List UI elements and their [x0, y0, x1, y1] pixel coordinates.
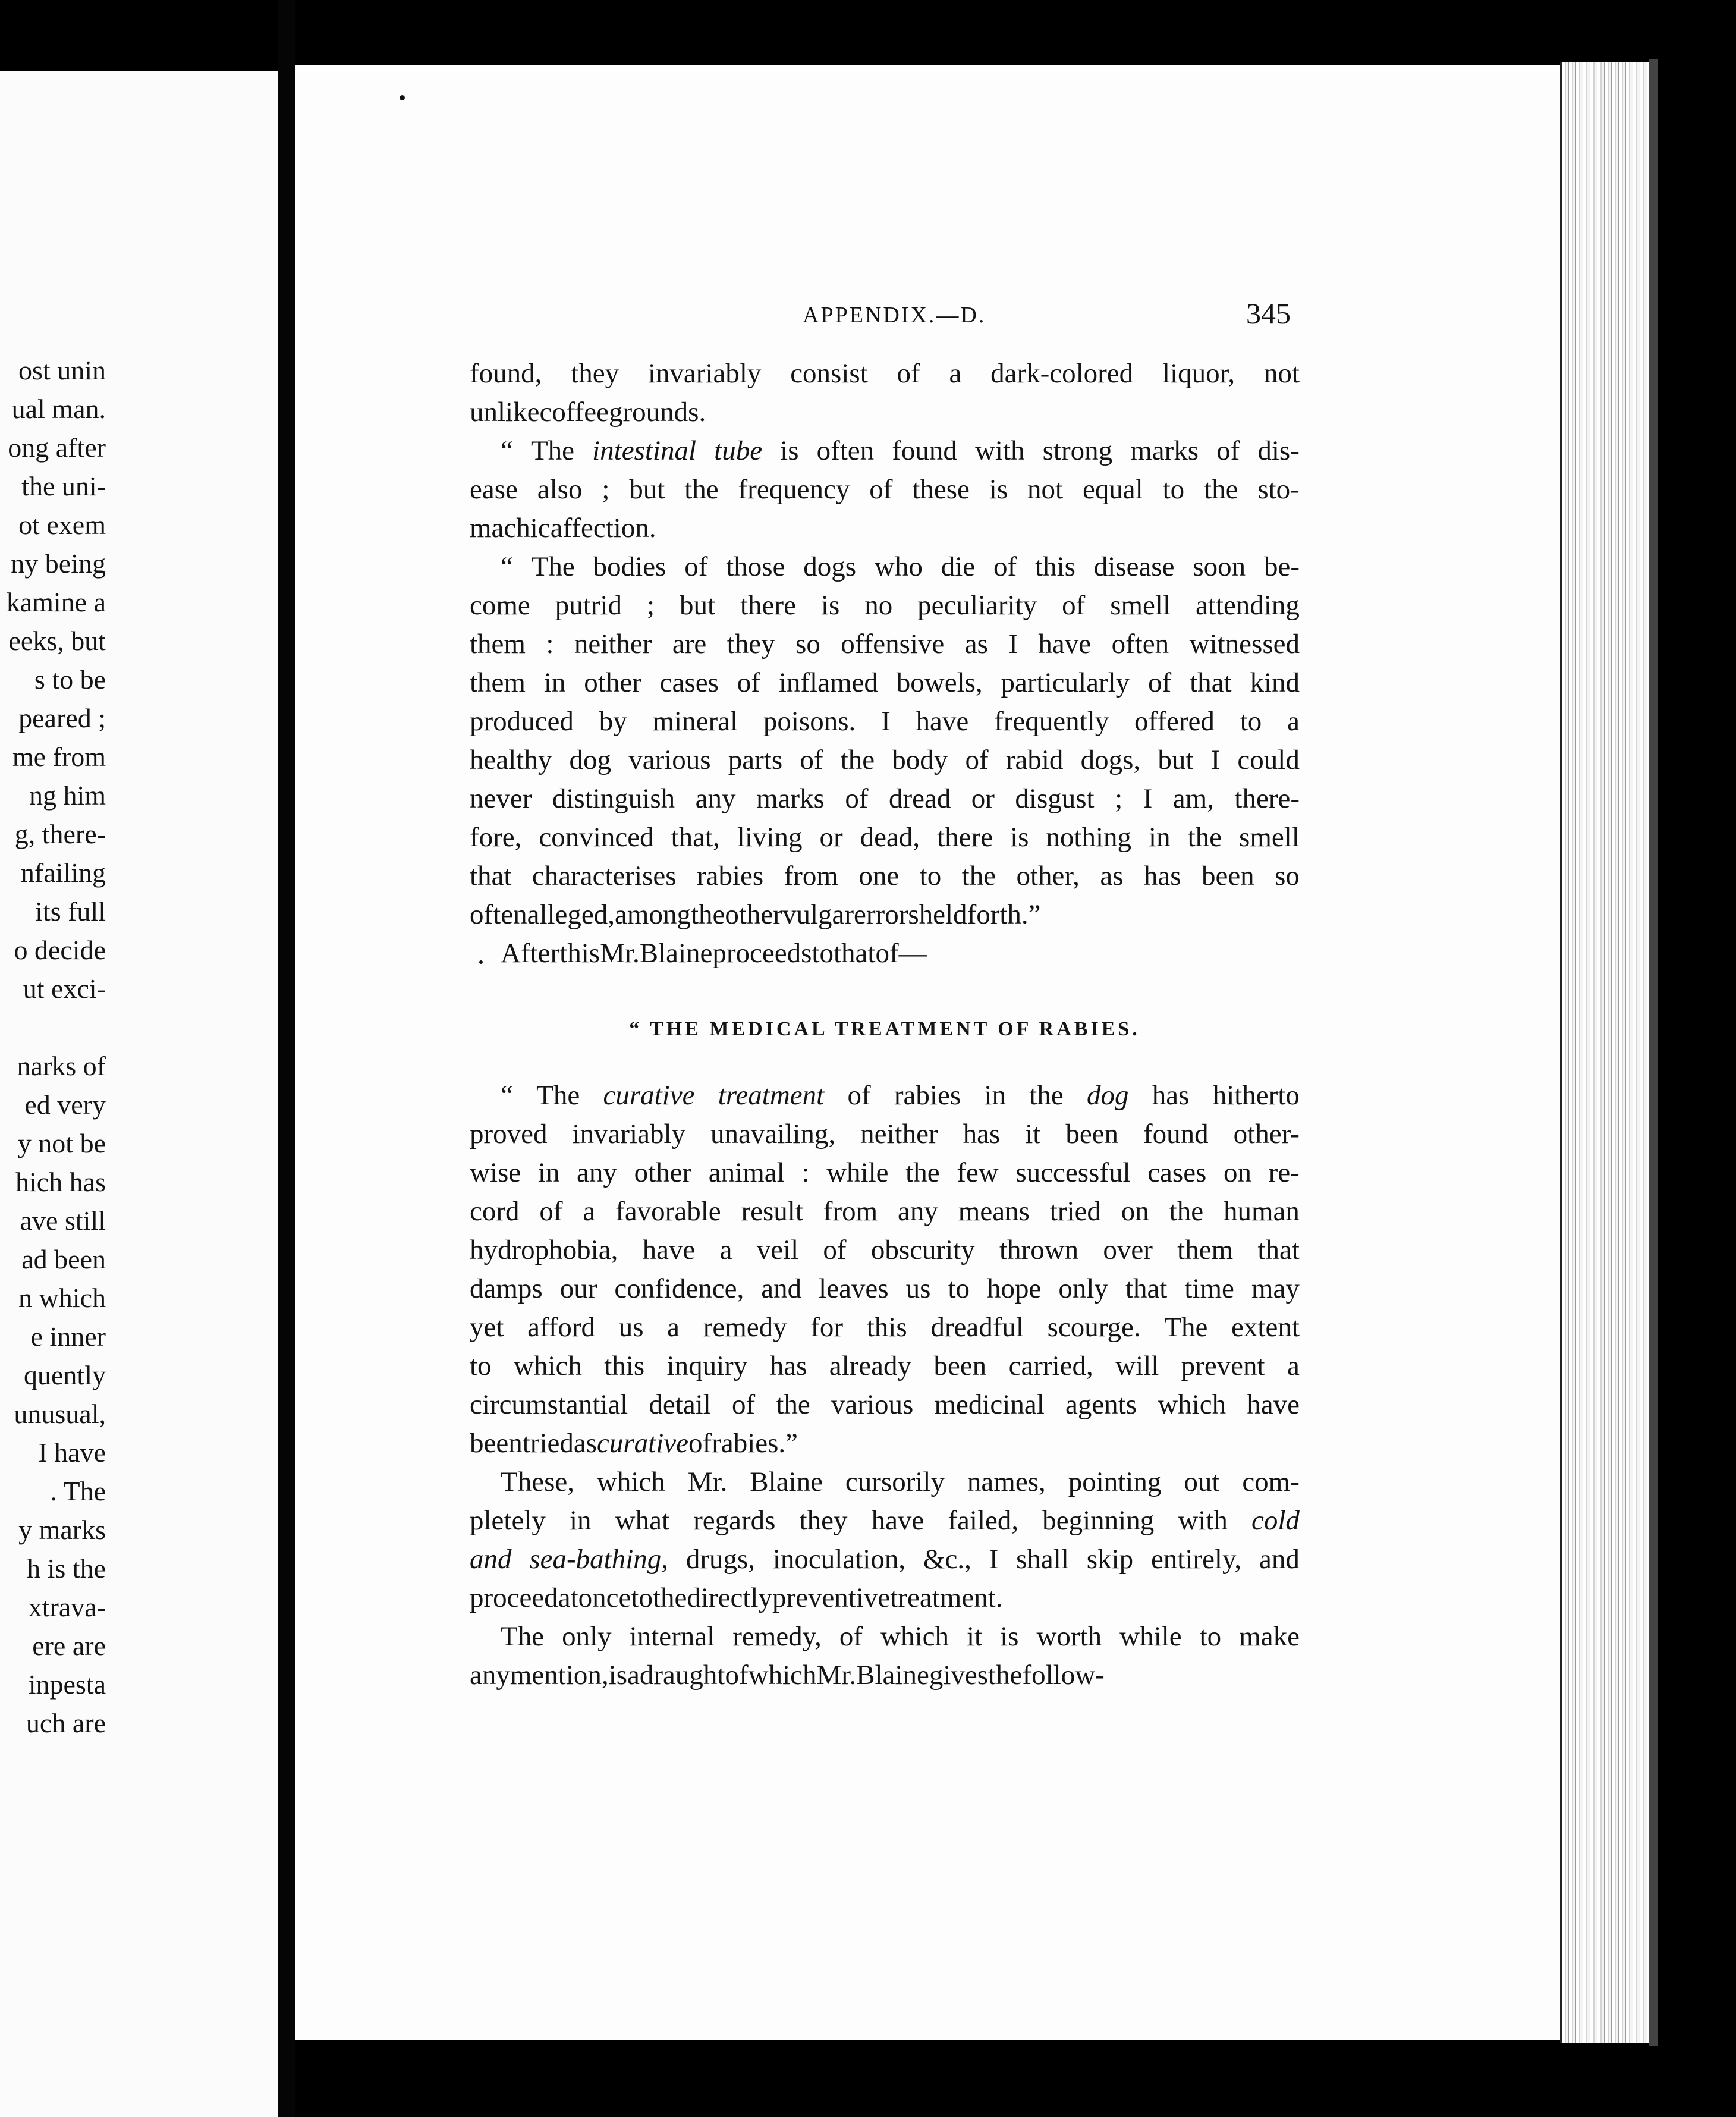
- left-page-line: narks of: [17, 1051, 106, 1081]
- page-edge-shadow: [1649, 59, 1658, 2046]
- text-line: pletely in what regards they have failed, beginning with cold: [470, 1505, 1300, 1536]
- paragraph: [470, 1463, 1300, 1617]
- left-page-line: eeks, but: [8, 626, 106, 656]
- text-line: hydrophobia, have a veil of obscurity thrown over them that: [470, 1235, 1300, 1265]
- text-line: them : neither are they so offensive as I have often witnessed: [470, 629, 1300, 659]
- text-line: unlike coffee grounds.: [470, 397, 706, 428]
- text-line: often alleged, among the other vulgar errors held forth.”: [470, 899, 1041, 930]
- text-line: to which this inquiry has already been carried, will prevent a: [470, 1350, 1300, 1381]
- text-line: been tried as curative of rabies.”: [470, 1428, 798, 1459]
- running-head: APPENDIX.—D.: [803, 303, 986, 328]
- left-page-line: ual man.: [11, 394, 106, 424]
- left-page-line: ng him: [29, 780, 106, 811]
- left-page-line: inpesta: [28, 1669, 106, 1700]
- paragraph: [470, 432, 1300, 548]
- text-line: “ The curative treatment of rabies in the dog has hitherto: [501, 1080, 1300, 1111]
- left-page-line: y not be: [17, 1128, 106, 1158]
- left-page: [0, 71, 278, 2117]
- left-page-line: ave still: [20, 1205, 106, 1236]
- left-page-line: ong after: [8, 432, 106, 463]
- paragraph: [470, 1617, 1300, 1695]
- left-page-line: ad been: [21, 1244, 106, 1274]
- text-line: circumstantial detail of the various medicinal agents which have: [470, 1389, 1300, 1420]
- paragraphs-after-heading: [470, 1076, 1300, 1695]
- left-page-line: ot exem: [18, 510, 106, 540]
- text-line: “ The bodies of those dogs who die of this disease soon be-: [501, 551, 1300, 582]
- text-line: and sea-bathing, drugs, inoculation, &c., I shall skip entirely, and: [470, 1544, 1300, 1575]
- text-line: them in other cases of inflamed bowels, particularly of that kind: [470, 667, 1300, 698]
- text-line: that characterises rabies from one to the other, as has been so: [470, 860, 1300, 891]
- left-page-line: [0, 1008, 106, 1047]
- left-page-line: I have: [38, 1437, 106, 1468]
- paragraphs-before-heading: [470, 354, 1300, 973]
- left-page-line: o decide: [14, 935, 106, 965]
- section-heading: “ THE MEDICAL TREATMENT OF RABIES.: [629, 1018, 1140, 1040]
- left-page-line: ere are: [32, 1631, 106, 1661]
- left-page-line: quently: [24, 1360, 106, 1390]
- text-line: damps our confidence, and leaves us to hope only that time may: [470, 1273, 1300, 1304]
- left-page-line: its full: [35, 896, 106, 926]
- left-page-line: ost unin: [18, 355, 106, 385]
- left-page-line: nfailing: [20, 858, 106, 888]
- text-line: come putrid ; but there is no peculiarity of smell attending: [470, 590, 1300, 621]
- text-line: never distinguish any marks of dread or disgust ; I am, there-: [470, 783, 1300, 814]
- paragraph: [470, 1076, 1300, 1463]
- body-text: [470, 354, 1300, 1695]
- text-line: fore, convinced that, living or dead, there is nothing in the smell: [470, 822, 1300, 853]
- text-line: “ The intestinal tube is often found with strong marks of dis-: [501, 435, 1300, 466]
- paragraph: [470, 548, 1300, 934]
- text-line: any mention, is a draught of which Mr. Blaine gives the follow-: [470, 1660, 1105, 1691]
- text-line: proceed at once to the directly preventive treatment.: [470, 1582, 1003, 1613]
- left-page-line: the uni-: [21, 471, 106, 501]
- left-page-line: ny being: [11, 548, 106, 579]
- paragraph: [470, 354, 1300, 432]
- text-line: yet afford us a remedy for this dreadful scourge. The extent: [470, 1312, 1300, 1343]
- page-edges: [1560, 62, 1651, 2043]
- left-page-line: y marks: [18, 1515, 106, 1545]
- book-gutter: [278, 0, 295, 2117]
- page-number: 345: [1246, 297, 1291, 330]
- text-line: These, which Mr. Blaine cursorily names, pointing out com-: [501, 1466, 1300, 1497]
- left-page-line: unusual,: [14, 1399, 106, 1429]
- left-page-line: hich has: [15, 1167, 106, 1197]
- text-line: ease also ; but the frequency of these is not equal to the sto-: [470, 474, 1300, 505]
- left-page-text: [0, 351, 106, 1742]
- left-page-line: ut exci-: [23, 973, 106, 1004]
- left-page-line: . The: [50, 1476, 106, 1506]
- text-line: machic affection.: [470, 513, 656, 544]
- left-page-line: n which: [18, 1283, 106, 1313]
- text-line: produced by mineral poisons. I have frequently offered to a: [470, 706, 1300, 737]
- text-line: cord of a favorable result from any means tried on the human: [470, 1196, 1300, 1227]
- stray-mark: [400, 95, 405, 100]
- text-line: healthy dog various parts of the body of rabid dogs, but I could: [470, 745, 1300, 775]
- text-line: The only internal remedy, of which it is worth while to make: [501, 1621, 1300, 1652]
- left-page-line: e inner: [30, 1321, 106, 1352]
- stray-mark: [479, 960, 483, 964]
- text-line: wise in any other animal : while the few successful cases on re-: [470, 1157, 1300, 1188]
- left-page-line: g, there-: [14, 819, 106, 849]
- left-page-line: uch are: [26, 1708, 106, 1738]
- left-page-line: me from: [12, 742, 106, 772]
- text-line: After this Mr. Blaine proceeds to that of—: [501, 938, 927, 969]
- paragraph: [470, 934, 1300, 973]
- left-page-line: h is the: [27, 1553, 106, 1584]
- text-line: found, they invariably consist of a dark-colored liquor, not: [470, 358, 1300, 389]
- text-line: proved invariably unavailing, neither has it been found other-: [470, 1119, 1300, 1149]
- left-page-line: kamine a: [6, 587, 106, 617]
- left-page-line: peared ;: [18, 703, 106, 733]
- left-page-line: s to be: [34, 664, 106, 695]
- left-page-line: xtrava-: [28, 1592, 106, 1622]
- left-page-line: ed very: [24, 1089, 106, 1120]
